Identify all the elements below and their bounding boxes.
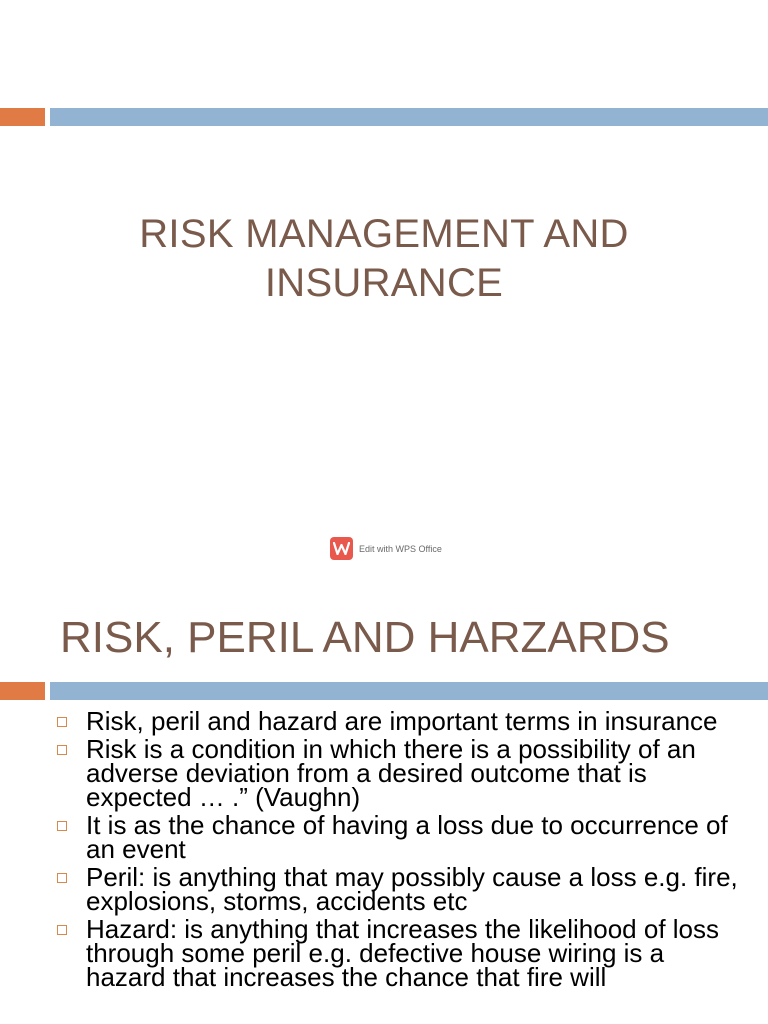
square-bullet-icon (57, 873, 67, 883)
bullet-item (57, 862, 747, 916)
title-line-1: RISK MANAGEMENT AND (139, 212, 629, 256)
bullet-text: Peril: is anything that may possibly cause a loss e.g. fire, explosions, storms, accidents etc (86, 862, 738, 916)
presentation-title (0, 210, 768, 308)
bullet-item (57, 914, 747, 992)
square-bullet-icon (57, 717, 67, 727)
wps-edit-badge[interactable] (330, 537, 442, 560)
bullet-text: Risk, peril and hazard are important terms in insurance (86, 706, 718, 736)
accent-bar-orange (0, 108, 45, 126)
bullet-list (57, 706, 747, 993)
square-bullet-icon (57, 745, 67, 755)
bullet-text: It is as the chance of having a loss due to occurrence of an event (86, 810, 728, 864)
square-bullet-icon (57, 821, 67, 831)
accent-bar-blue (50, 108, 768, 126)
bullet-text: Hazard: is anything that increases the likelihood of loss through some peril e.g. defective house wiring is a hazard that increases the chance that fire will (86, 914, 720, 992)
accent-bar-orange (0, 682, 45, 700)
content-slide (0, 576, 768, 1024)
bullet-item (57, 734, 747, 812)
accent-bar-blue (50, 682, 768, 700)
bullet-item (57, 810, 747, 864)
bullet-item (57, 706, 747, 736)
square-bullet-icon (57, 925, 67, 935)
wps-edit-label: Edit with WPS Office (359, 543, 442, 554)
wps-logo-icon (330, 537, 353, 560)
slide-title: RISK, PERIL AND HARZARDS (60, 613, 670, 662)
title-line-2: INSURANCE (264, 261, 504, 305)
bullet-text: Risk is a condition in which there is a possibility of an adverse deviation from a desired outcome that is expected … .” (Vaughn) (86, 734, 696, 812)
